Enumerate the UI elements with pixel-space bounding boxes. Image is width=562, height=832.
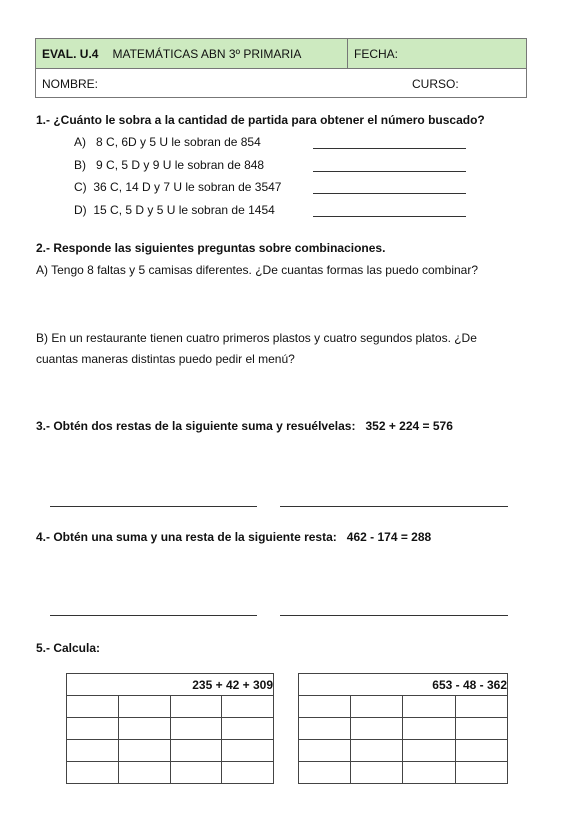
calc-cell[interactable]	[299, 740, 351, 762]
q3-title	[36, 419, 453, 433]
calc-cell[interactable]	[222, 696, 274, 718]
q1-item-d	[74, 203, 275, 217]
calc-cell[interactable]	[351, 762, 403, 784]
item-letter: D)	[74, 203, 87, 217]
header-table	[35, 38, 527, 98]
item-letter: C)	[74, 180, 87, 194]
calc-cell[interactable]	[351, 740, 403, 762]
calc-cell[interactable]	[351, 696, 403, 718]
eval-label: EVAL. U.4	[42, 47, 99, 61]
calc-cell[interactable]	[299, 696, 351, 718]
q4-expression: 462 - 174 = 288	[346, 530, 432, 544]
q3-title-text: 3.- Obtén dos restas de la siguiente suma y resuélvelas:	[36, 419, 356, 433]
q3-answer-line-1[interactable]	[50, 506, 257, 507]
calc-cell[interactable]	[67, 762, 119, 784]
q3-expression: 352 + 224 = 576	[365, 419, 453, 433]
fecha-field[interactable]: FECHA:	[354, 47, 399, 61]
answer-line-c[interactable]	[313, 193, 466, 194]
header-title-row	[36, 39, 526, 69]
calc-cell[interactable]	[403, 740, 455, 762]
calc-cell[interactable]	[170, 740, 222, 762]
calc-cell[interactable]	[455, 762, 507, 784]
calc-cell[interactable]	[170, 762, 222, 784]
calc-cell[interactable]	[403, 718, 455, 740]
q1-title: 1.- ¿Cuánto le sobra a la cantidad de partida para obtener el número buscado?	[36, 113, 485, 127]
q1-item-c	[74, 180, 281, 194]
calc-cell[interactable]	[222, 718, 274, 740]
subject-label: MATEMÁTICAS ABN 3º PRIMARIA	[112, 47, 302, 61]
calc-cell[interactable]	[118, 740, 170, 762]
calc-cell[interactable]	[67, 718, 119, 740]
calc-cell[interactable]	[403, 762, 455, 784]
answer-line-d[interactable]	[313, 216, 466, 217]
q2-title: 2.- Responde las siguientes preguntas sobre combinaciones.	[36, 241, 386, 255]
curso-field[interactable]: CURSO:	[412, 77, 459, 91]
calc-cell[interactable]	[222, 762, 274, 784]
calc-cell[interactable]	[222, 740, 274, 762]
calc-cell[interactable]	[403, 696, 455, 718]
q2-question-b-line1: B) En un restaurante tienen cuatro primeros plastos y cuatro segundos platos. ¿De	[36, 331, 477, 345]
calc-cell[interactable]	[118, 718, 170, 740]
calc-cell[interactable]	[299, 762, 351, 784]
calc-cell[interactable]	[67, 696, 119, 718]
calc-cell[interactable]	[118, 762, 170, 784]
q4-title	[36, 530, 431, 544]
calc-grid-subtraction	[298, 673, 508, 784]
calc-cell[interactable]	[351, 718, 403, 740]
answer-line-b[interactable]	[313, 171, 466, 172]
calc-cell[interactable]	[118, 696, 170, 718]
q4-answer-line-1[interactable]	[50, 615, 257, 616]
calc-cell[interactable]	[170, 696, 222, 718]
q5-title: 5.- Calcula:	[36, 641, 101, 655]
header-divider	[347, 39, 348, 68]
calc-cell[interactable]	[455, 740, 507, 762]
item-text: 8 C, 6D y 5 U le sobran de 854	[96, 135, 261, 149]
calc-sum-expression: 235 + 42 + 309	[67, 674, 274, 696]
q4-answer-line-2[interactable]	[280, 615, 508, 616]
calc-cell[interactable]	[170, 718, 222, 740]
item-text: 9 C, 5 D y 9 U le sobran de 848	[96, 158, 265, 172]
item-text: 36 C, 14 D y 7 U le sobran de 3547	[93, 180, 282, 194]
calc-sub-expression: 653 - 48 - 362	[299, 674, 508, 696]
q1-item-a	[74, 135, 261, 149]
item-letter: A)	[74, 135, 86, 149]
calc-cell[interactable]	[299, 718, 351, 740]
q2-question-a: A) Tengo 8 faltas y 5 camisas diferentes. ¿De cuantas formas las puedo combinar?	[36, 263, 479, 277]
answer-line-a[interactable]	[313, 148, 466, 149]
nombre-field[interactable]: NOMBRE:	[42, 77, 99, 91]
q4-title-text: 4.- Obtén una suma y una resta de la siguiente resta:	[36, 530, 337, 544]
header-title	[42, 47, 301, 61]
item-letter: B)	[74, 158, 86, 172]
calc-cell[interactable]	[455, 718, 507, 740]
calc-cell[interactable]	[67, 740, 119, 762]
q1-item-b	[74, 158, 264, 172]
q3-answer-line-2[interactable]	[280, 506, 508, 507]
calc-grid-sum	[66, 673, 274, 784]
item-text: 15 C, 5 D y 5 U le sobran de 1454	[93, 203, 275, 217]
calc-cell[interactable]	[455, 696, 507, 718]
q2-question-b-line2: cuantas maneras distintas puedo pedir el menú?	[36, 352, 295, 366]
